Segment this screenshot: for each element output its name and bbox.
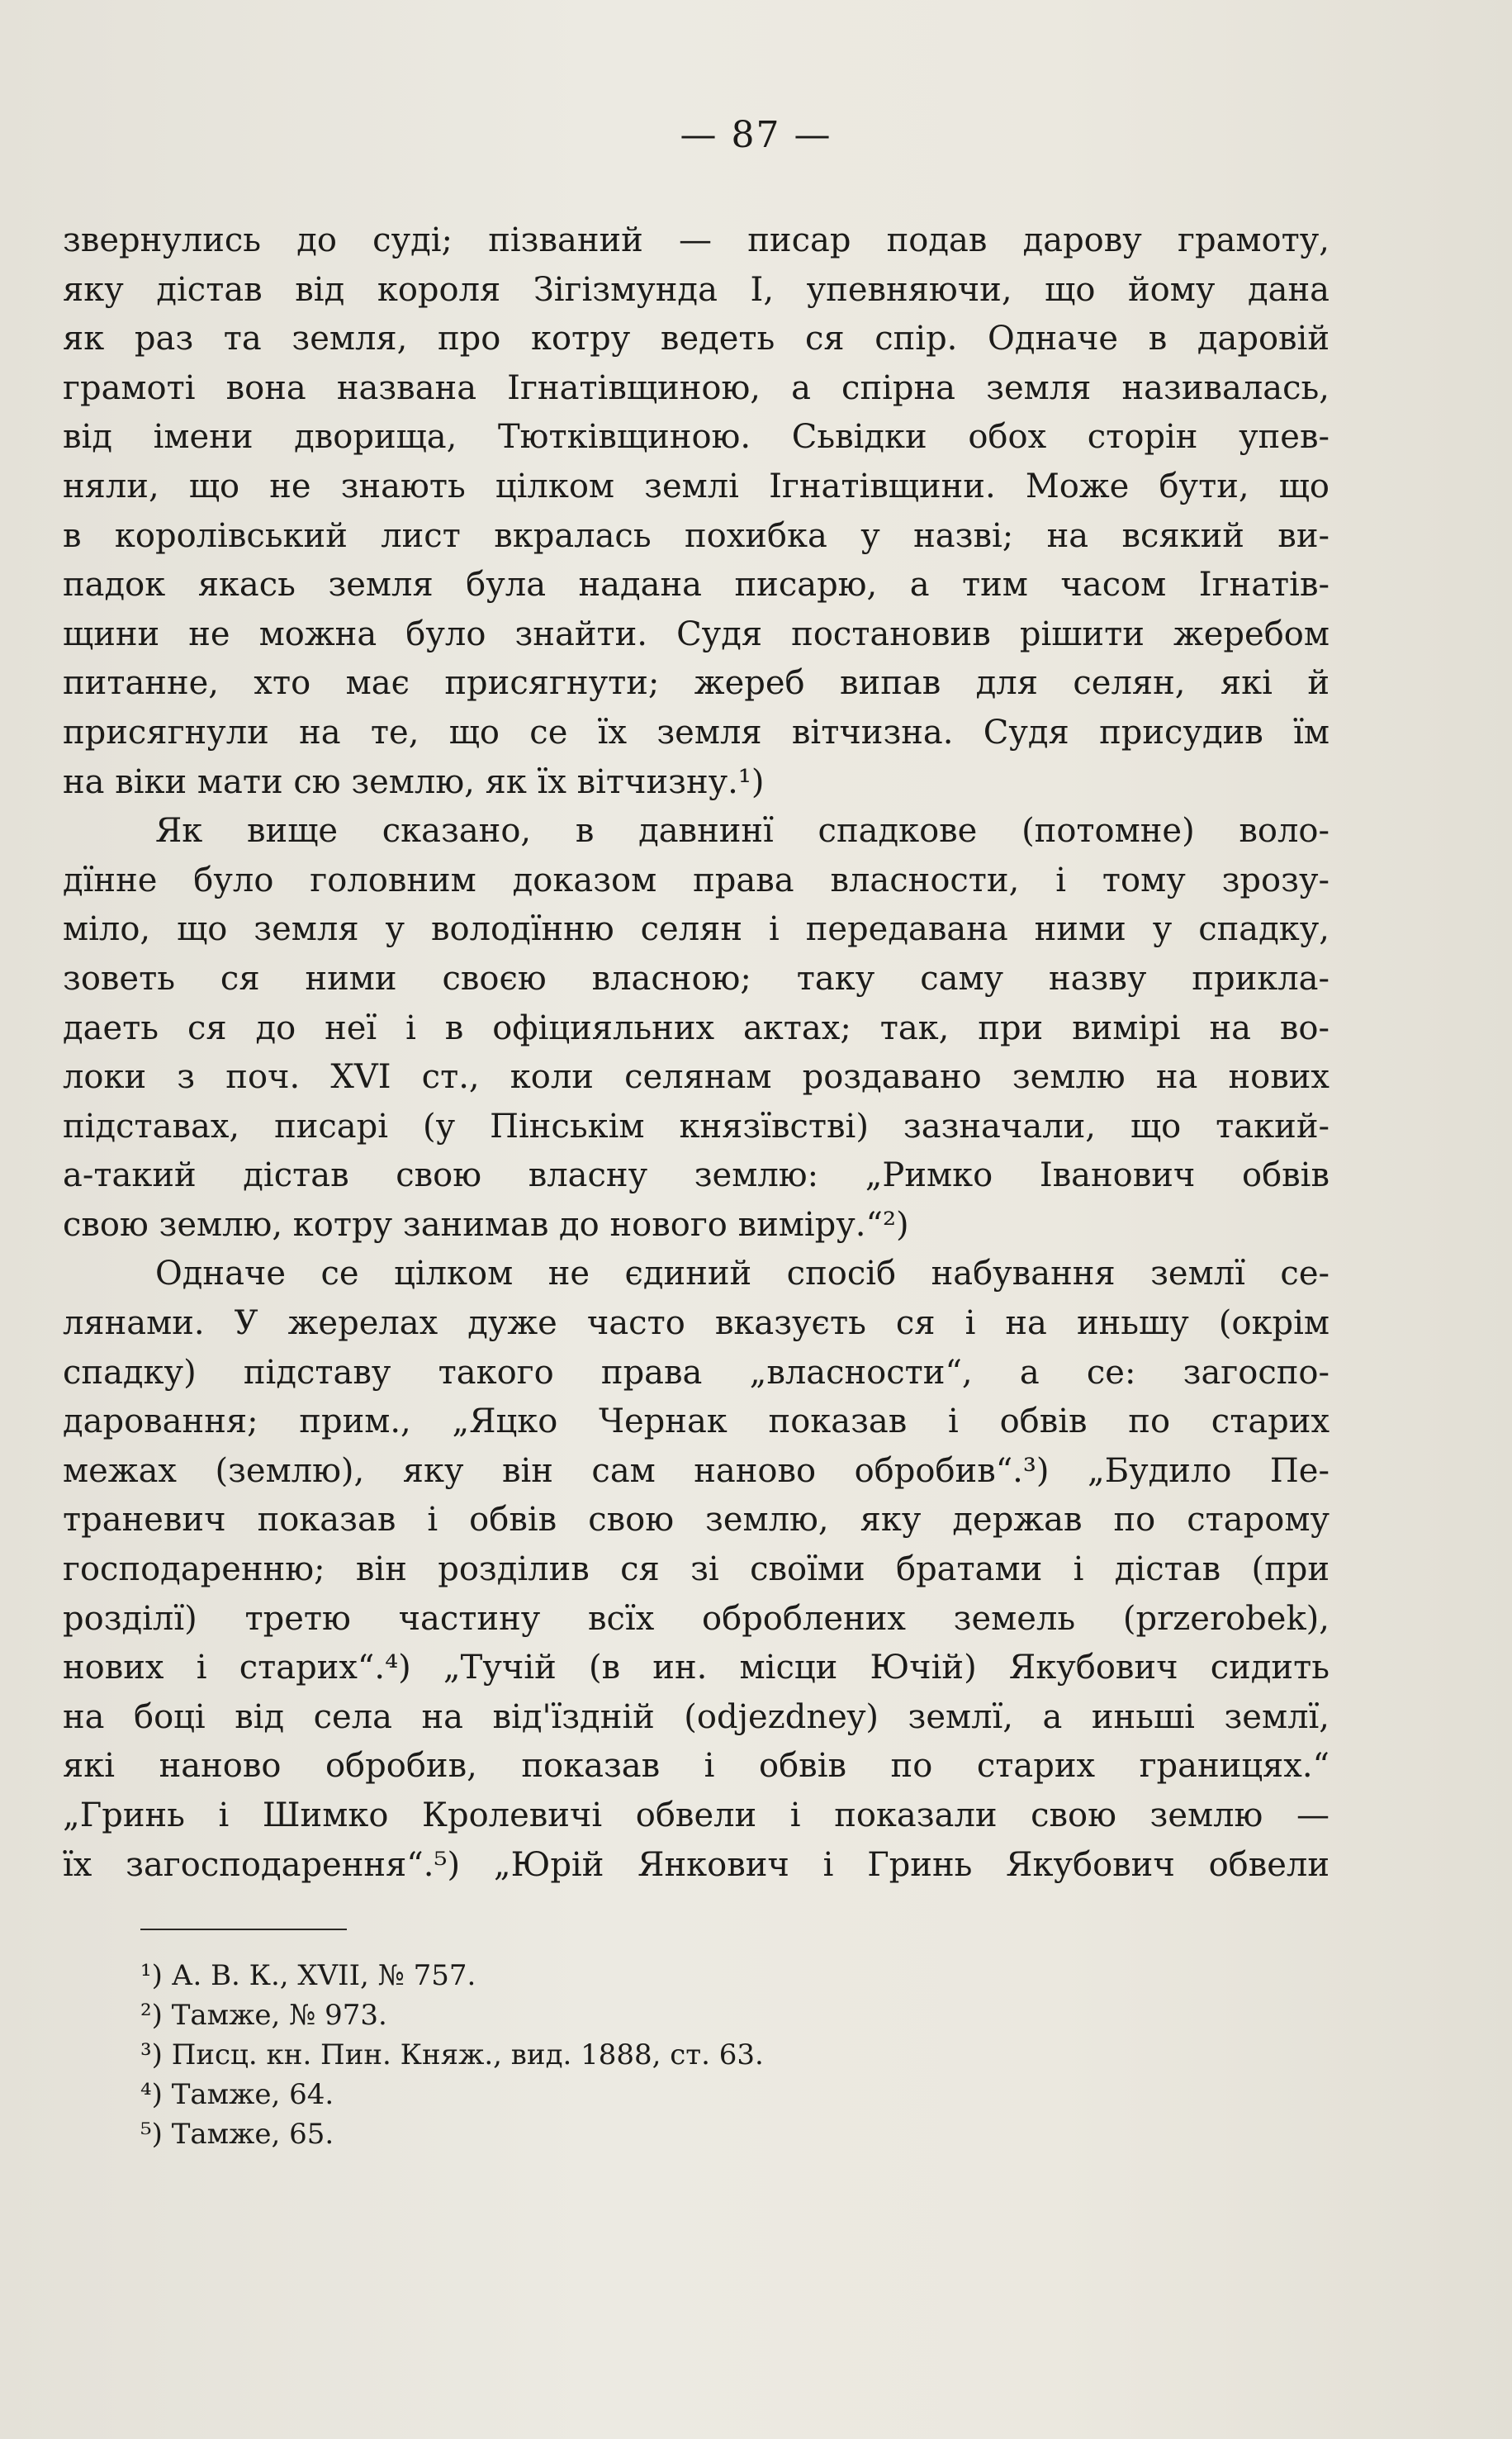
footnotes bbox=[140, 1956, 1131, 2154]
text-line: лянами. У жерелах дуже часто вказуєть ся і на иньшу (окрім bbox=[63, 1304, 1330, 1343]
text-line: Як вище сказано, в давнинї спадкове (потомне) воло- bbox=[155, 812, 1330, 851]
text-line: на віки мати сю землю, як їх вітчизну.¹) bbox=[63, 762, 765, 801]
footnote: ¹) А. В. К., XVII, № 757. bbox=[140, 1959, 476, 1992]
text-line: локи з поч. XVI ст., коли селянам роздавано землю на нових bbox=[63, 1058, 1330, 1097]
footnote-divider bbox=[140, 1929, 347, 1930]
text-line: яку дістав від короля Зігізмунда I, упевняючи, що йому дана bbox=[63, 270, 1330, 309]
text-line: даровання; прим., „Яцко Чернак показав і обвів по старих bbox=[63, 1402, 1330, 1441]
footnote: ⁴) Тамже, 64. bbox=[140, 2078, 334, 2111]
text-line: траневич показав і обвів свою землю, яку держав по старому bbox=[63, 1501, 1330, 1540]
footnote: ²) Тамже, № 973. bbox=[140, 1999, 387, 2032]
text-line: а-такий дістав свою власну землю: „Римко Іванович обвів bbox=[63, 1156, 1330, 1195]
text-line: нових і старих“.⁴) „Тучій (в ин. місци Ючій) Якубович сидить bbox=[63, 1649, 1330, 1687]
text-line: Одначе се цілком не єдиний спосіб набування землї се- bbox=[155, 1255, 1330, 1293]
text-line: підставах, писарі (у Пінськім князївстві) зазначали, що такий- bbox=[63, 1107, 1330, 1146]
text-line: дїнне було головним доказом права власности, і тому зрозу- bbox=[63, 861, 1330, 899]
main-text bbox=[63, 216, 1330, 1890]
text-line: няли, що не знають цілком землі Ігнатівщини. Може бути, що bbox=[63, 467, 1330, 505]
text-line: розділї) третю частину всїх оброблених земель (przerobek), bbox=[63, 1599, 1330, 1638]
text-line: щини не можна було знайти. Судя постановив рішити жеребом bbox=[63, 614, 1330, 653]
text-line: від імени дворища, Тютківщиною. Сьвідки обох сторін упев- bbox=[63, 418, 1330, 457]
text-line: їх загосподарення“.⁵) „Юрій Янкович і Гринь Якубович обвели bbox=[63, 1845, 1330, 1884]
text-line: в королівський лист вкралась похибка у назві; на всякий ви- bbox=[63, 516, 1330, 555]
text-line: присягнули на те, що се їх земля вітчизна. Судя присудив їм bbox=[63, 713, 1330, 752]
text-line: які наново обробив, показав і обвів по старих границях.“ bbox=[63, 1747, 1330, 1786]
text-line: міло, що земля у володїнню селян і передавана ними у спадку, bbox=[63, 910, 1330, 949]
text-line: падок якась земля була надана писарю, а тим часом Ігнатів- bbox=[63, 566, 1330, 605]
text-line: грамоті вона названа Ігнатівщиною, а спірна земля називалась, bbox=[63, 368, 1330, 407]
text-line: свою землю, котру занимав до нового виміру.“²) bbox=[63, 1205, 909, 1244]
text-line: спадку) підставу такого права „власности“, а се: загоспо- bbox=[63, 1353, 1330, 1392]
text-line: звернулись до суді; пізваний — писар подав дарову грамоту, bbox=[63, 221, 1330, 259]
text-line: „Гринь і Шимко Кролевичі обвели і показали свою землю — bbox=[63, 1796, 1330, 1834]
footnote: ³) Писц. кн. Пин. Княж., вид. 1888, ст. 63. bbox=[140, 2038, 764, 2071]
text-line: господаренню; він розділив ся зі своїми братами і дістав (при bbox=[63, 1550, 1330, 1589]
page-number: — 87 — bbox=[680, 114, 832, 156]
text-line: даеть ся до неї і в офіцияльних актах; так, при вимірі на во- bbox=[63, 1008, 1330, 1047]
text-line: зоветь ся ними своєю власною; таку саму назву прикла- bbox=[63, 959, 1330, 998]
text-line: на боці від села на від'їздній (odjezdney) землї, а иньші землї, bbox=[63, 1697, 1330, 1736]
footnote: ⁵) Тамже, 65. bbox=[140, 2118, 334, 2151]
text-line: межах (землю), яку він сам наново обробив“.³) „Будило Пе- bbox=[63, 1451, 1330, 1490]
text-line: питанне, хто має присягнути; жереб випав для селян, які й bbox=[63, 664, 1330, 703]
text-line: як раз та земля, про котру ведеть ся спір. Одначе в даровій bbox=[63, 320, 1330, 358]
